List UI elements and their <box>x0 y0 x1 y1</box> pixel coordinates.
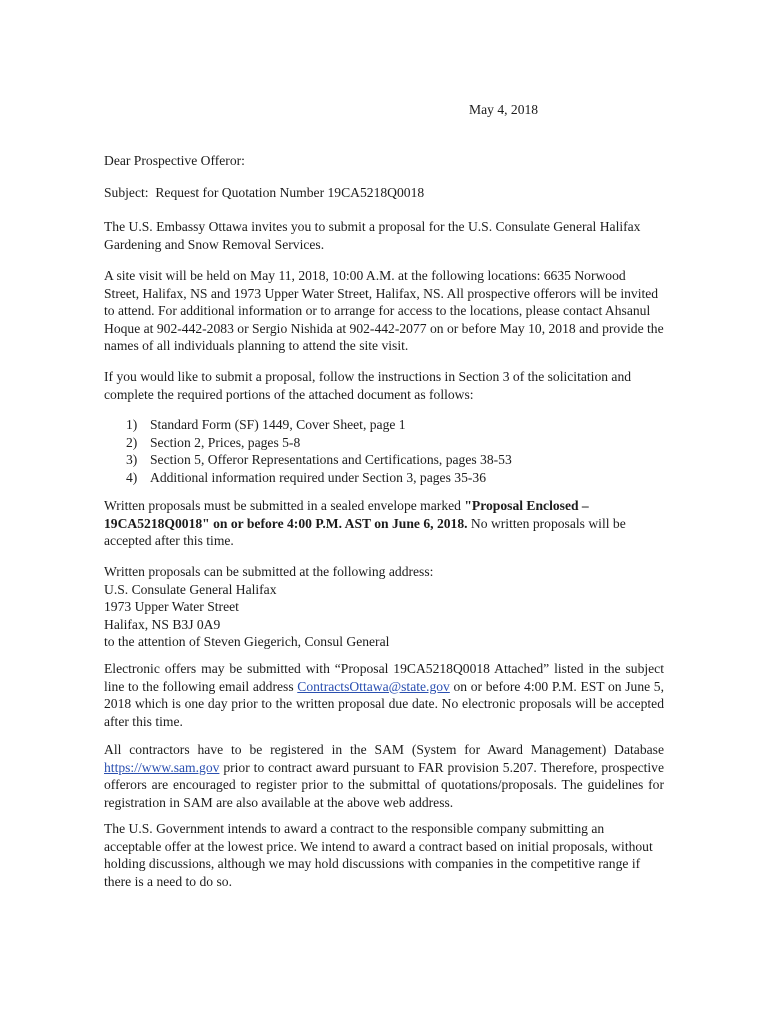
mailing-address: Written proposals can be submitted at the following address: U.S. Consulate General Halifax 1973 Upper Water Street Halifax, NS B3J 0A9 to the attention of Steven Giegerich, Consul General <box>104 564 434 649</box>
electronic-offers-paragraph: Electronic offers may be submitted with “Proposal 19CA5218Q0018 Attached” listed in the subject line to the following email address ContractsOttawa@state.gov on or before 4:00 P.M. EST on June 5, 2018 which is one day prior to the written proposal due date. No electronic proposals will be accepted after this time. <box>104 661 665 729</box>
instructions-paragraph: If you would like to submit a proposal, follow the instructions in Section 3 of the solicitation and complete the required portions of the attached document as follows: <box>104 369 632 402</box>
list-item: 4) Additional information required under Section 3, pages 35-36 <box>126 469 486 485</box>
list-item: 2) Section 2, Prices, pages 5-8 <box>126 434 301 450</box>
subject-text: Request for Quotation Number 19CA5218Q0018 <box>155 185 425 200</box>
salutation: Dear Prospective Offeror: <box>104 153 245 168</box>
subject-line <box>104 184 664 202</box>
intro-paragraph: The U.S. Embassy Ottawa invites you to submit a proposal for the U.S. Consulate General Halifax Gardening and Snow Removal Services. <box>104 219 641 252</box>
written-proposals-paragraph: Written proposals must be submitted in a sealed envelope marked "Proposal Enclosed – 19CA5218Q0018" on or before 4:00 P.M. AST on June 6, 2018. No written proposals will be accepted after this time. <box>104 498 626 548</box>
award-paragraph: The U.S. Government intends to award a contract to the responsible company submitting an acceptable offer at the lowest price. We intend to award a contract based on initial proposals, without holding discussions, although we may hold discussions with companies in the competitive range if there is a need to do so. <box>104 821 653 889</box>
list-item: 3) Section 5, Offeror Representations and Certifications, pages 38-53 <box>126 452 512 467</box>
required-items-list <box>126 416 512 486</box>
subject-label: Subject: <box>104 185 149 200</box>
email-link[interactable]: ContractsOttawa@state.gov <box>297 678 450 694</box>
list-item: 1) Standard Form (SF) 1449, Cover Sheet, page 1 <box>126 417 406 432</box>
letter-date: May 4, 2018 <box>469 102 539 117</box>
sam-link[interactable]: https://www.sam.gov <box>104 759 220 775</box>
deadline-bold: "Proposal Enclosed – 19CA5218Q0018" on or before 4:00 P.M. AST on June 6, 2018. <box>104 498 589 531</box>
sam-registration-paragraph: All contractors have to be registered in the SAM (System for Award Management) Database https://www.sam.gov prior to contract award pursuant to FAR provision 5.207. Therefore, prospective offerors are encouraged to register prior to the submittal of quotations/proposals. The guidelines for registration in SAM are also available at the above web address. <box>104 742 664 810</box>
site-visit-paragraph: A site visit will be held on May 11, 2018, 10:00 A.M. at the following locations: 6635 Norwood Street, Halifax, NS and 1973 Upper Water Street, Halifax, NS. All prospective offerors will be invited to attend. For additional information or to arrange for access to the locations, please contact Ahsanul Hoque at 902-442-2083 or Sergio Nishida at 902-442-2077 on or before May 10, 2018 and provide the names of all individuals planning to attend the site visit. <box>104 268 664 353</box>
